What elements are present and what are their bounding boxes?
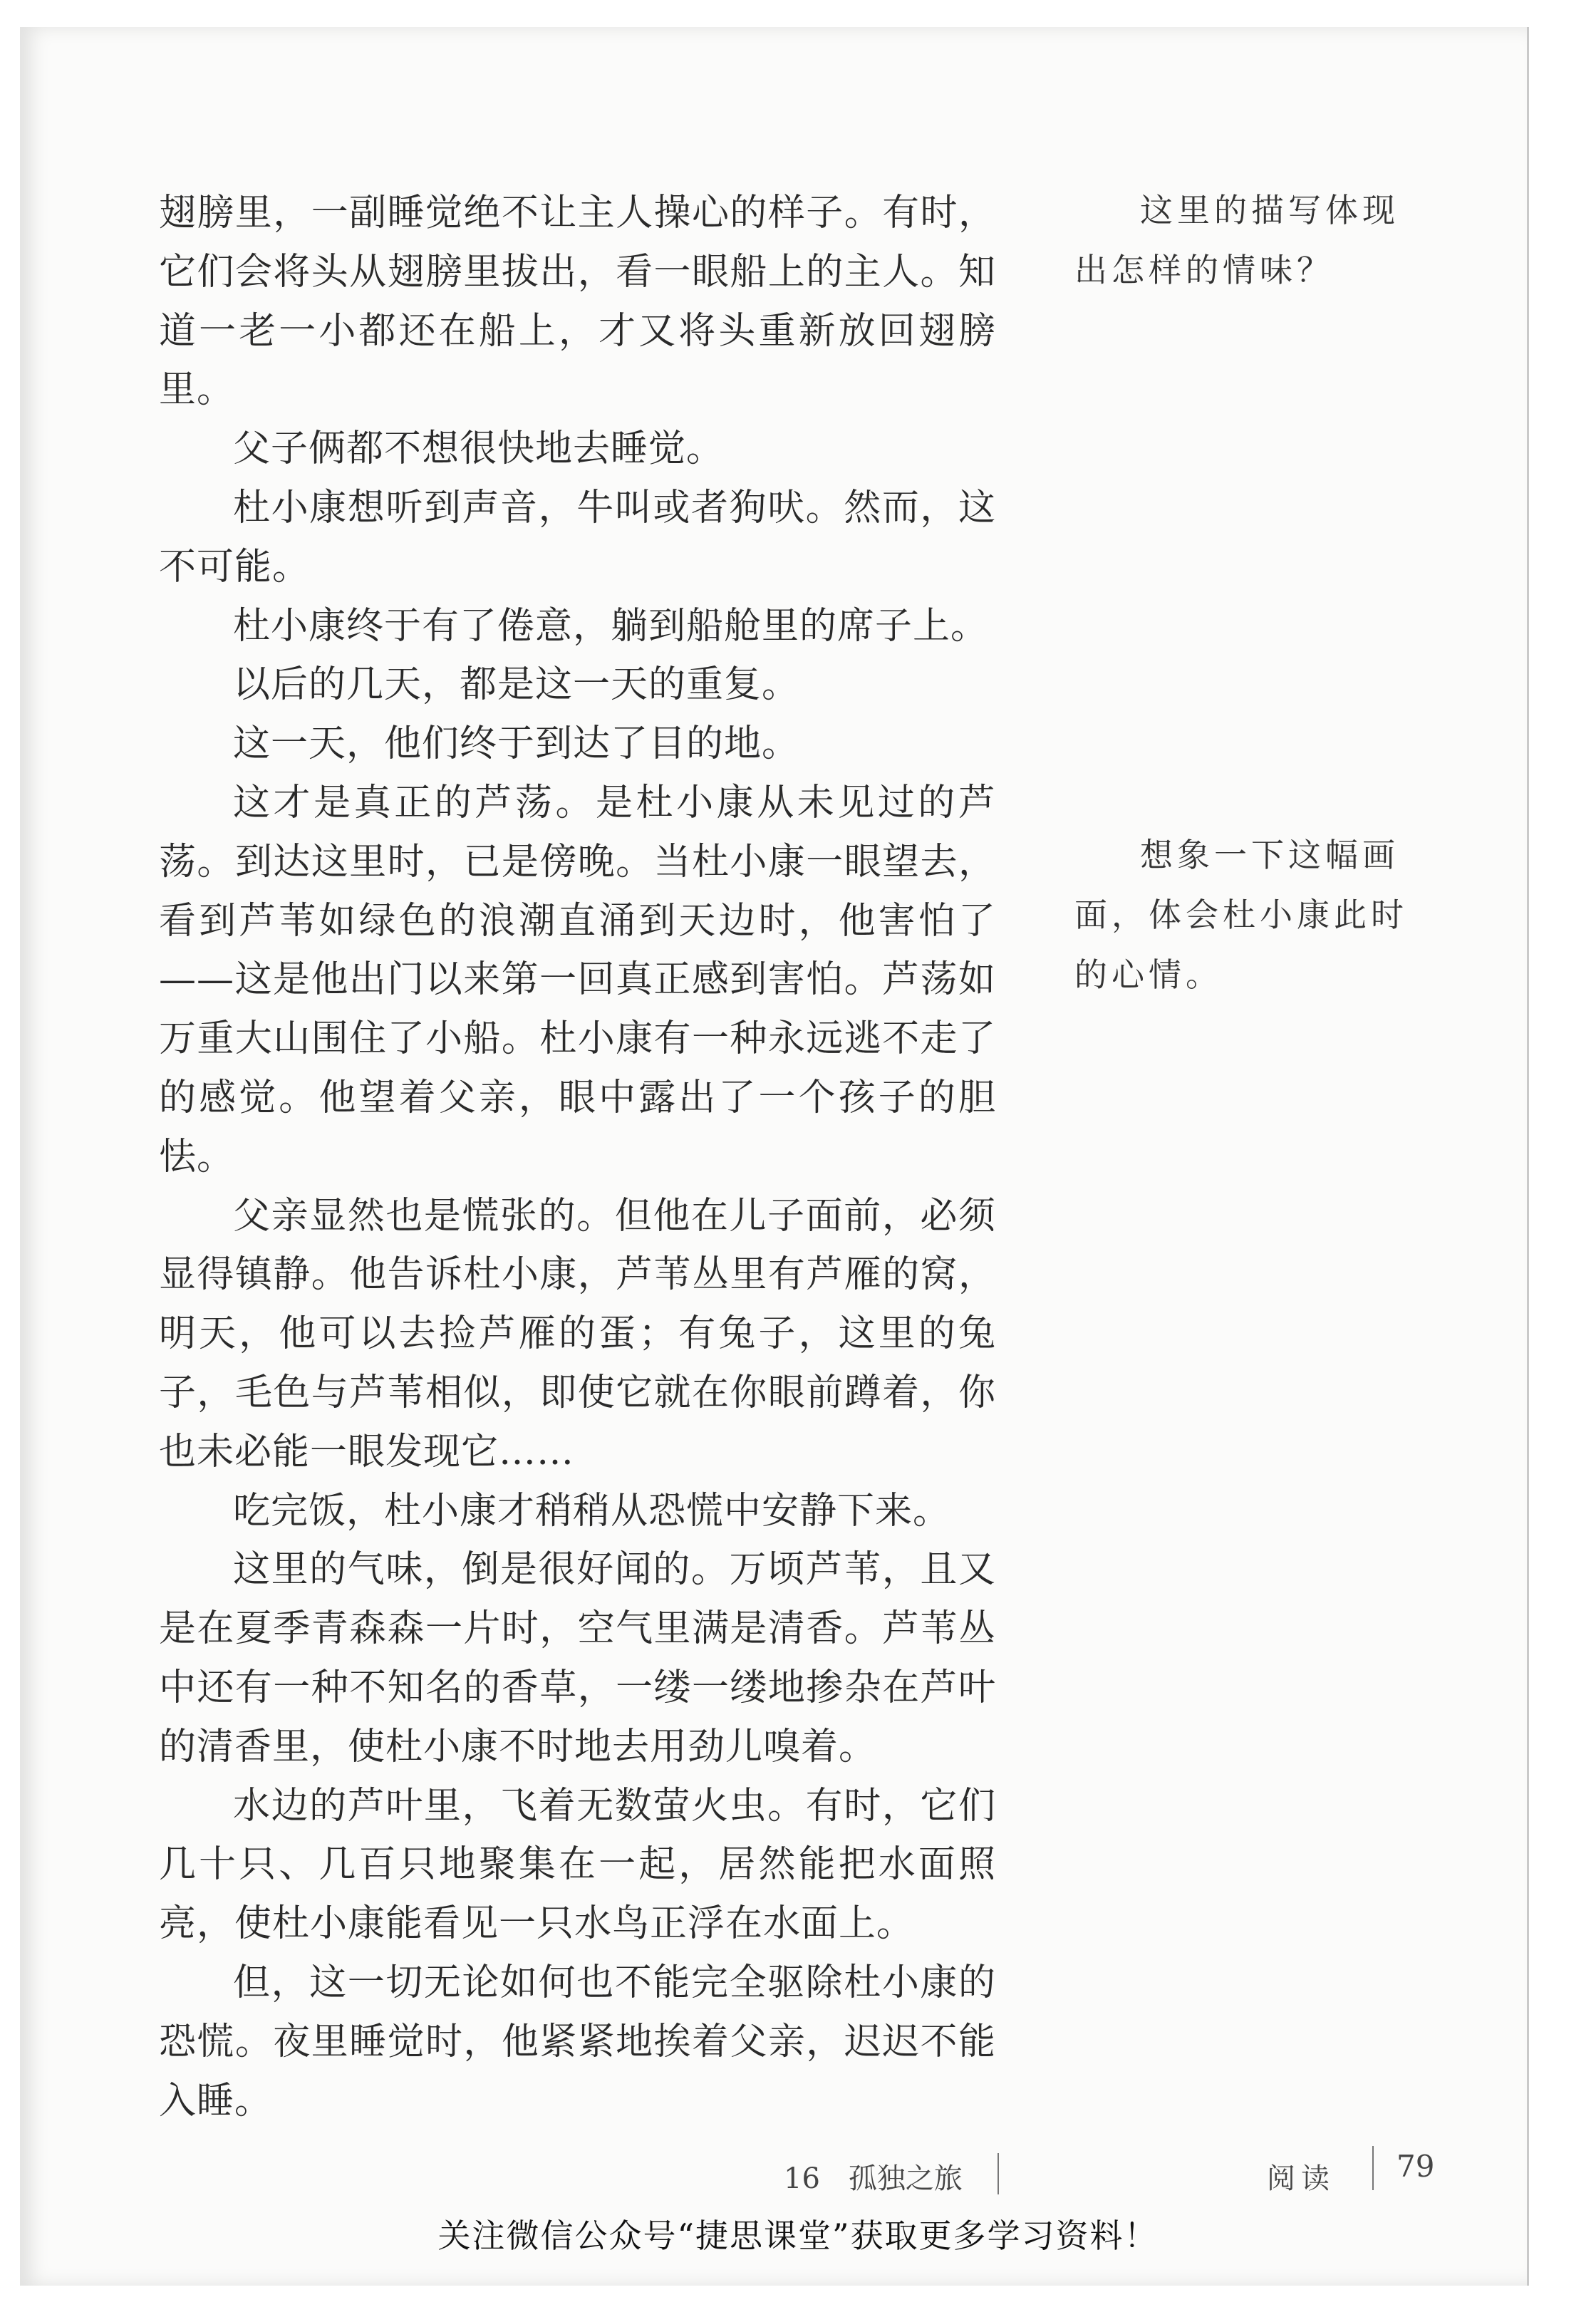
paragraph: 这里的气味，倒是很好闻的。万顷芦苇，且又是在夏季青森森一片时，空气里满是清香。芦苇丛中还有一种不知名的香草，一缕一缕地掺杂在芦叶的清香里，使杜小康不时地去用劲儿嗅着。 — [159, 1548, 996, 1768]
paragraph: 杜小康终于有了倦意，躺到船舱里的席子上。 — [233, 604, 989, 648]
paragraph: 但，这一切无论如何也不能完全驱除杜小康的恐慌。夜里睡觉时，他紧紧地挨着父亲，迟迟不能入睡。 — [159, 1961, 996, 2122]
side-note-imagine — [1074, 825, 1409, 1005]
paragraph: 父亲显然也是慌张的。但他在儿子面前，必须显得镇静。他告诉杜小康，芦苇丛里有芦雁的窝，明天，他可以去捡芦雁的蛋；有兔子，这里的兔子，毛色与芦苇相似，即使它就在你眼前蹲着，你也未必能一眼发现它…… — [159, 1194, 996, 1473]
paragraph: 这才是真正的芦荡。是杜小康从未见过的芦荡。到达这里时，已是傍晚。当杜小康一眼望去，看到芦苇如绿色的浪潮直涌到天边时，他害怕了——这是他出门以来第一回真正感到害怕。芦荡如万重大山围住了小船。杜小康有一种永远逃不走了的感觉。他望着父亲，眼中露出了一个孩子的胆怯。 — [159, 781, 996, 1178]
footer-divider — [998, 2153, 999, 2194]
main-text — [159, 184, 996, 2130]
page-edge — [1527, 27, 1529, 2286]
paragraph: 父子俩都不想很快地去睡觉。 — [233, 427, 725, 471]
side-note-question — [1074, 180, 1409, 300]
section-label: 阅读 — [1267, 2162, 1335, 2195]
side-note-text: 这里的描写体现出怎样的情味？ — [1074, 191, 1399, 289]
paragraph: 杜小康想听到声音，牛叫或者狗吠。然而，这不可能。 — [159, 486, 996, 589]
promo-banner: 关注微信公众号“捷思课堂”获取更多学习资料！ — [437, 2217, 1159, 2255]
side-note-text: 想象一下这幅画面，体会杜小康此时的心情。 — [1074, 836, 1408, 994]
footer-divider — [1372, 2146, 1374, 2190]
lesson-title: 16 孤独之旅 — [784, 2162, 963, 2195]
paragraph: 吃完饭，杜小康才稍稍从恐慌中安静下来。 — [233, 1489, 951, 1533]
paragraph: 翅膀里，一副睡觉绝不让主人操心的样子。有时，它们会将头从翅膀里拔出，看一眼船上的主人。知道一老一小都还在船上，才又将头重新放回翅膀里。 — [159, 192, 996, 412]
paragraph: 这一天，他们终于到达了目的地。 — [233, 722, 800, 766]
paragraph: 水边的芦叶里，飞着无数萤火虫。有时，它们几十只、几百只地聚集在一起，居然能把水面照亮，使杜小康能看见一只水鸟正浮在水面上。 — [159, 1784, 996, 1946]
page-number: 79 — [1396, 2149, 1435, 2184]
book-page — [20, 27, 1529, 2286]
paragraph: 以后的几天，都是这一天的重复。 — [233, 663, 800, 707]
